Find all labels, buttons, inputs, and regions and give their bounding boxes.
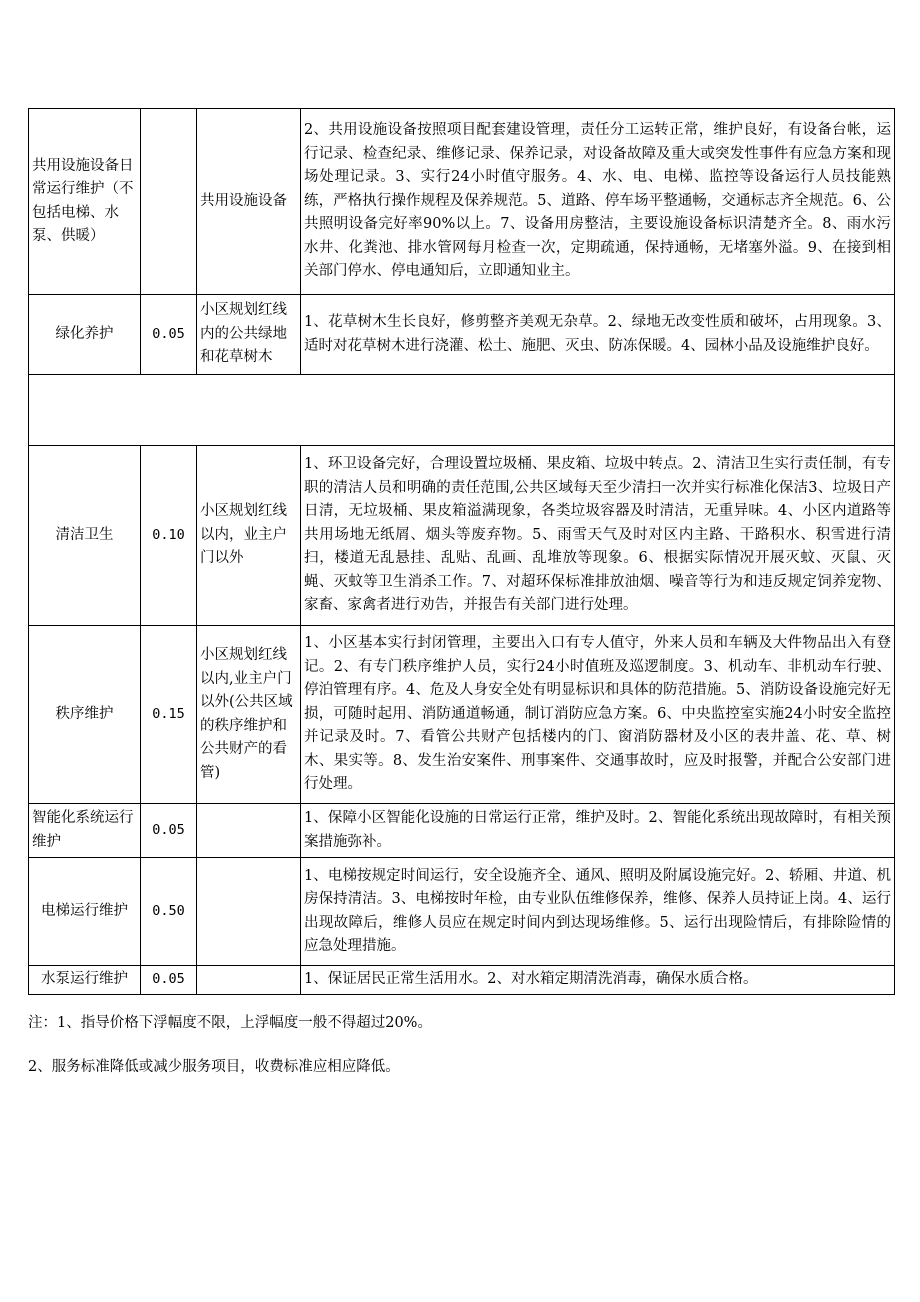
service-scope: 小区规划红线内的公共绿地和花草树木 xyxy=(197,295,301,375)
service-standard: 1、保证居民正常生活用水。2、对水箱定期清洗消毒，确保水质合格。 xyxy=(301,966,895,995)
price: 0.10 xyxy=(141,446,197,626)
price xyxy=(141,109,197,295)
service-item: 秩序维护 xyxy=(29,626,141,804)
service-scope xyxy=(197,858,301,966)
note-price-float: 注：1、指导价格下浮幅度不限，上浮幅度一般不得超过20%。 xyxy=(28,1015,432,1031)
service-scope: 小区规划红线以内,业主户门以外(公共区域的秩序维护和公共财产的看管) xyxy=(197,626,301,804)
service-standard: 1、保障小区智能化设施的日常运行正常，维护及时。2、智能化系统出现故障时，有相关预案措施弥补。 xyxy=(301,804,895,858)
blank-cell xyxy=(29,375,895,446)
note-price-reduction: 2、服务标准降低或减少服务项目，收费标准应相应降低。 xyxy=(28,1059,400,1075)
service-standard: 2、共用设施设备按照项目配套建设管理，责任分工运转正常，维护良好，有设备台帐，运行记录、检查纪录、维修记录、保养记录，对设备故障及重大或突发性事件有应急方案和现场处理记录。3、实行24小时值守服务。4、水、电、电梯、监控等设备运行人员技能熟练，严格执行操作规程及保养规范。5、道路、停车场平整通畅，交通标志齐全规范。6、公共照明设备完好率90%以上。7、设备用房整洁，主要设施设备标识清楚齐全。8、雨水污水井、化粪池、排水管网每月检查一次，定期疏通，保持通畅，无堵塞外溢。9、在接到相关部门停水、停电通知后，立即通知业主。 xyxy=(301,109,895,295)
service-scope xyxy=(197,804,301,858)
table-row-water-pump xyxy=(29,966,895,995)
service-standard-table xyxy=(28,108,895,995)
service-scope xyxy=(197,966,301,995)
service-item: 电梯运行维护 xyxy=(29,858,141,966)
table-row-greening xyxy=(29,295,895,375)
price: 0.05 xyxy=(141,804,197,858)
service-item: 智能化系统运行维护 xyxy=(29,804,141,858)
service-scope: 共用设施设备 xyxy=(197,109,301,295)
table-row-cleaning xyxy=(29,446,895,626)
service-scope: 小区规划红线以内，业主户门以外 xyxy=(197,446,301,626)
price: 0.05 xyxy=(141,966,197,995)
service-item: 绿化养护 xyxy=(29,295,141,375)
table-row-blank xyxy=(29,375,895,446)
price: 0.15 xyxy=(141,626,197,804)
service-standard: 1、小区基本实行封闭管理，主要出入口有专人值守，外来人员和车辆及大件物品出入有登记。2、有专门秩序维护人员，实行24小时值班及巡逻制度。3、机动车、非机动车行驶、停泊管理有序。4、危及人身安全处有明显标识和具体的防范措施。5、消防设备设施完好无损，可随时起用、消防通道畅通，制订消防应急方案。6、中央监控室实施24小时安全监控并记录及时。7、看管公共财产包括楼内的门、窗消防器材及小区的表井盖、花、草、树木、果实等。8、发生治安案件、刑事案件、交通事故时，应及时报警，并配合公安部门进行处理。 xyxy=(301,626,895,804)
table-row-elevator xyxy=(29,858,895,966)
service-standard: 1、电梯按规定时间运行，安全设施齐全、通风、照明及附属设施完好。2、轿厢、井道、机房保持清洁。3、电梯按时年检，由专业队伍维修保养，维修、保养人员持证上岗。4、运行出现故障后，维修人员应在规定时间内到达现场维修。5、运行出现险情后，有排除险情的应急处理措施。 xyxy=(301,858,895,966)
service-item: 清洁卫生 xyxy=(29,446,141,626)
price: 0.50 xyxy=(141,858,197,966)
service-item: 共用设施设备日常运行维护（不包括电梯、水泵、供暖） xyxy=(29,109,141,295)
table-row-security xyxy=(29,626,895,804)
service-standard: 1、环卫设备完好，合理设置垃圾桶、果皮箱、垃圾中转点。2、清洁卫生实行责任制，有专职的清洁人员和明确的责任范围,公共区域每天至少清扫一次并实行标准化保洁3、垃圾日产日清，无垃圾桶、果皮箱溢满现象，各类垃圾容器及时清洁，无重异味。4、小区内道路等共用场地无纸屑、烟头等废弃物。5、雨雪天气及时对区内主路、干路积水、积雪进行清扫，楼道无乱悬挂、乱贴、乱画、乱堆放等现象。6、根据实际情况开展灭蚊、灭鼠、灭蝇、灭蚊等卫生消杀工作。7、对超环保标准排放油烟、噪音等行为和违反规定饲养宠物、家畜、家禽者进行劝告，并报告有关部门进行处理。 xyxy=(301,446,895,626)
price: 0.05 xyxy=(141,295,197,375)
table-row-intelligent-system xyxy=(29,804,895,858)
service-item: 水泵运行维护 xyxy=(29,966,141,995)
service-standard: 1、花草树木生长良好，修剪整齐美观无杂草。2、绿地无改变性质和破坏，占用现象。3、适时对花草树木进行浇灌、松土、施肥、灭虫、防冻保暖。4、园林小品及设施维护良好。 xyxy=(301,295,895,375)
table-row-facilities xyxy=(29,109,895,295)
